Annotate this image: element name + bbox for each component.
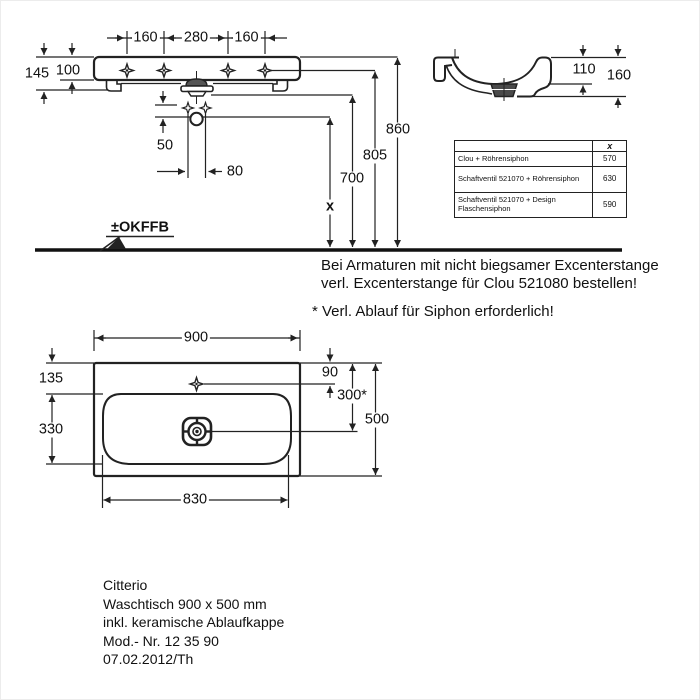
dim-height-siphon-x: x xyxy=(325,198,335,214)
siphon-config-label: Clou + Röhrensiphon xyxy=(455,152,593,167)
table-header-config xyxy=(455,141,593,152)
table-header-row xyxy=(455,141,627,152)
dim-plan-depth: 500 xyxy=(364,411,390,428)
siphon-note: * Verl. Ablauf für Siphon erforderlich! xyxy=(312,303,554,320)
siphon-config-value: 630 xyxy=(593,167,627,193)
dim-front-height-basin: 100 xyxy=(55,62,81,78)
table-header-x: x xyxy=(593,141,627,152)
plan-view xyxy=(46,330,382,508)
table-row xyxy=(455,193,627,218)
dim-plan-rim-to-bowl: 135 xyxy=(38,370,64,386)
siphon-config-label: Schaftventil 521070 + Röhrensiphon xyxy=(455,167,593,193)
dim-hole-spacing-left: 160 xyxy=(133,29,158,46)
dim-hole-spacing-center: 280 xyxy=(183,29,209,46)
dim-plan-drain-offset: 300* xyxy=(337,387,367,404)
wall-bracket-left xyxy=(107,80,122,91)
dim-height-805: 805 xyxy=(362,147,388,163)
dim-side-bowl-depth: 110 xyxy=(572,61,596,78)
dim-height-700: 700 xyxy=(339,170,365,187)
dim-plan-width: 900 xyxy=(183,329,209,346)
product-info xyxy=(103,576,284,669)
dim-connection-vertical: 50 xyxy=(156,137,174,154)
product-date-code: 07.02.2012/Th xyxy=(103,651,194,668)
armature-note-line1: Bei Armaturen mit nicht biegsamer Excenterstange xyxy=(321,257,659,274)
siphon-config-value: 590 xyxy=(593,193,627,218)
dim-front-height-total: 145 xyxy=(24,65,50,82)
wall-bracket-right xyxy=(273,80,288,91)
siphon-config-label: Schaftventil 521070 + Design Flaschensiphon xyxy=(455,193,593,218)
dim-plan-bowl-depth: 330 xyxy=(38,421,64,438)
siphon-height-table xyxy=(454,140,627,218)
dim-plan-tap-offset: 90 xyxy=(321,364,339,381)
floor-line xyxy=(35,237,622,252)
dim-connection-horizontal: 80 xyxy=(226,163,244,179)
siphon-config-value: 570 xyxy=(593,152,627,167)
dim-hole-spacing-right: 160 xyxy=(234,29,259,46)
table-row xyxy=(455,167,627,193)
floor-level-label: ±OKFFB xyxy=(111,219,169,236)
dim-side-height: 160 xyxy=(606,67,632,84)
product-description: Waschtisch 900 x 500 mm xyxy=(103,595,267,612)
front-view xyxy=(36,31,398,247)
supply-marker-right xyxy=(200,102,211,113)
connection-cluster xyxy=(182,102,211,178)
wall-hook-profile xyxy=(434,58,459,82)
armature-note-line2: verl. Excenterstange für Clou 521080 bestellen! xyxy=(321,274,638,292)
supply-marker-left xyxy=(182,102,193,113)
armature-note xyxy=(321,257,659,292)
table-row xyxy=(455,152,627,167)
product-feature: inkl. keramische Ablaufkappe xyxy=(103,614,285,631)
product-model-number: Mod.- Nr. 12 35 90 xyxy=(103,632,219,649)
waste-outlet-circle xyxy=(190,113,202,125)
dim-plan-bowl-width: 830 xyxy=(182,491,208,508)
product-series: Citterio xyxy=(103,577,148,593)
dim-height-860: 860 xyxy=(385,121,411,138)
